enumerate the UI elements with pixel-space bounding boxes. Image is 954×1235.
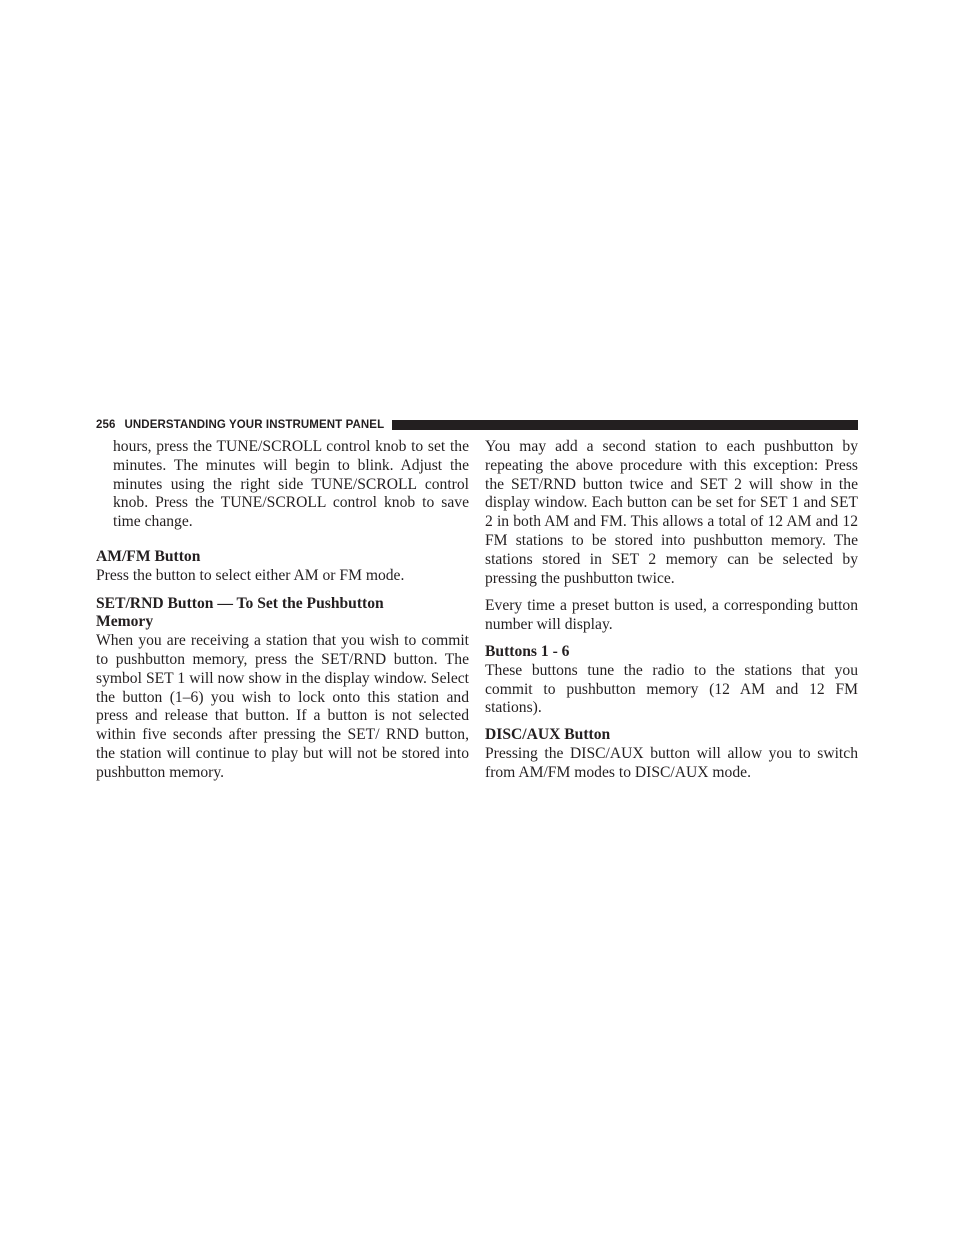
buttons-heading: Buttons 1 - 6 [485, 642, 570, 660]
page-header [96, 416, 858, 434]
amfm-paragraph: Press the button to select either AM or FM mode. [96, 566, 405, 584]
section-title: UNDERSTANDING YOUR INSTRUMENT PANEL [124, 419, 385, 431]
setrnd-heading: SET/RND Button — To Set the Pushbutton Memory [96, 594, 384, 631]
disc-aux-paragraph: Pressing the DISC/AUX button will allow you to switch from AM/FM modes to DISC/AUX mode. [485, 744, 858, 781]
buttons-paragraph: These buttons tune the radio to the stations that you commit to pushbutton memory (12 AM and 12 FM stations). [485, 661, 858, 717]
header-rule [392, 420, 858, 430]
disc-aux-heading: DISC/AUX Button [485, 726, 611, 744]
second-station-paragraph: You may add a second station to each pushbutton by repeating the above procedure with this exception: Press the SET/RND button twice and SET 2 will show in the display window. Each button can be set for SET 1 and SET 2 in both AM and FM. This allows a total of 12 AM and 12 FM stations to be stored into pushbutton memory. The stations stored in SET 2 memory can be selected by pressing the pushbutton twice. [485, 438, 858, 587]
amfm-heading: AM/FM Button [96, 547, 201, 565]
page-number: 256 [96, 419, 116, 431]
preset-paragraph: Every time a preset button is used, a corresponding button number will display. [485, 597, 858, 634]
setrnd-paragraph: When you are receiving a station that you wish to commit to pushbutton memory, press the SET/RND button. The symbol SET 1 will now show in the display window. Select the button (1–6) you wish to lock onto this station and press and release that button. If a button is not selected within five seconds after pressing the SET/ RND button, the station will continue to play but will not be stored into pushbutton memory. [96, 632, 469, 781]
intro-paragraph: hours, press the TUNE/SCROLL control knob to set the minutes. The minutes will begin to blink. Adjust the minutes using the right side TUNE/SCROLL control knob. Press the TUNE/SCROLL control knob to save time change. [113, 438, 469, 531]
right-column [485, 438, 858, 783]
left-column [96, 438, 469, 783]
